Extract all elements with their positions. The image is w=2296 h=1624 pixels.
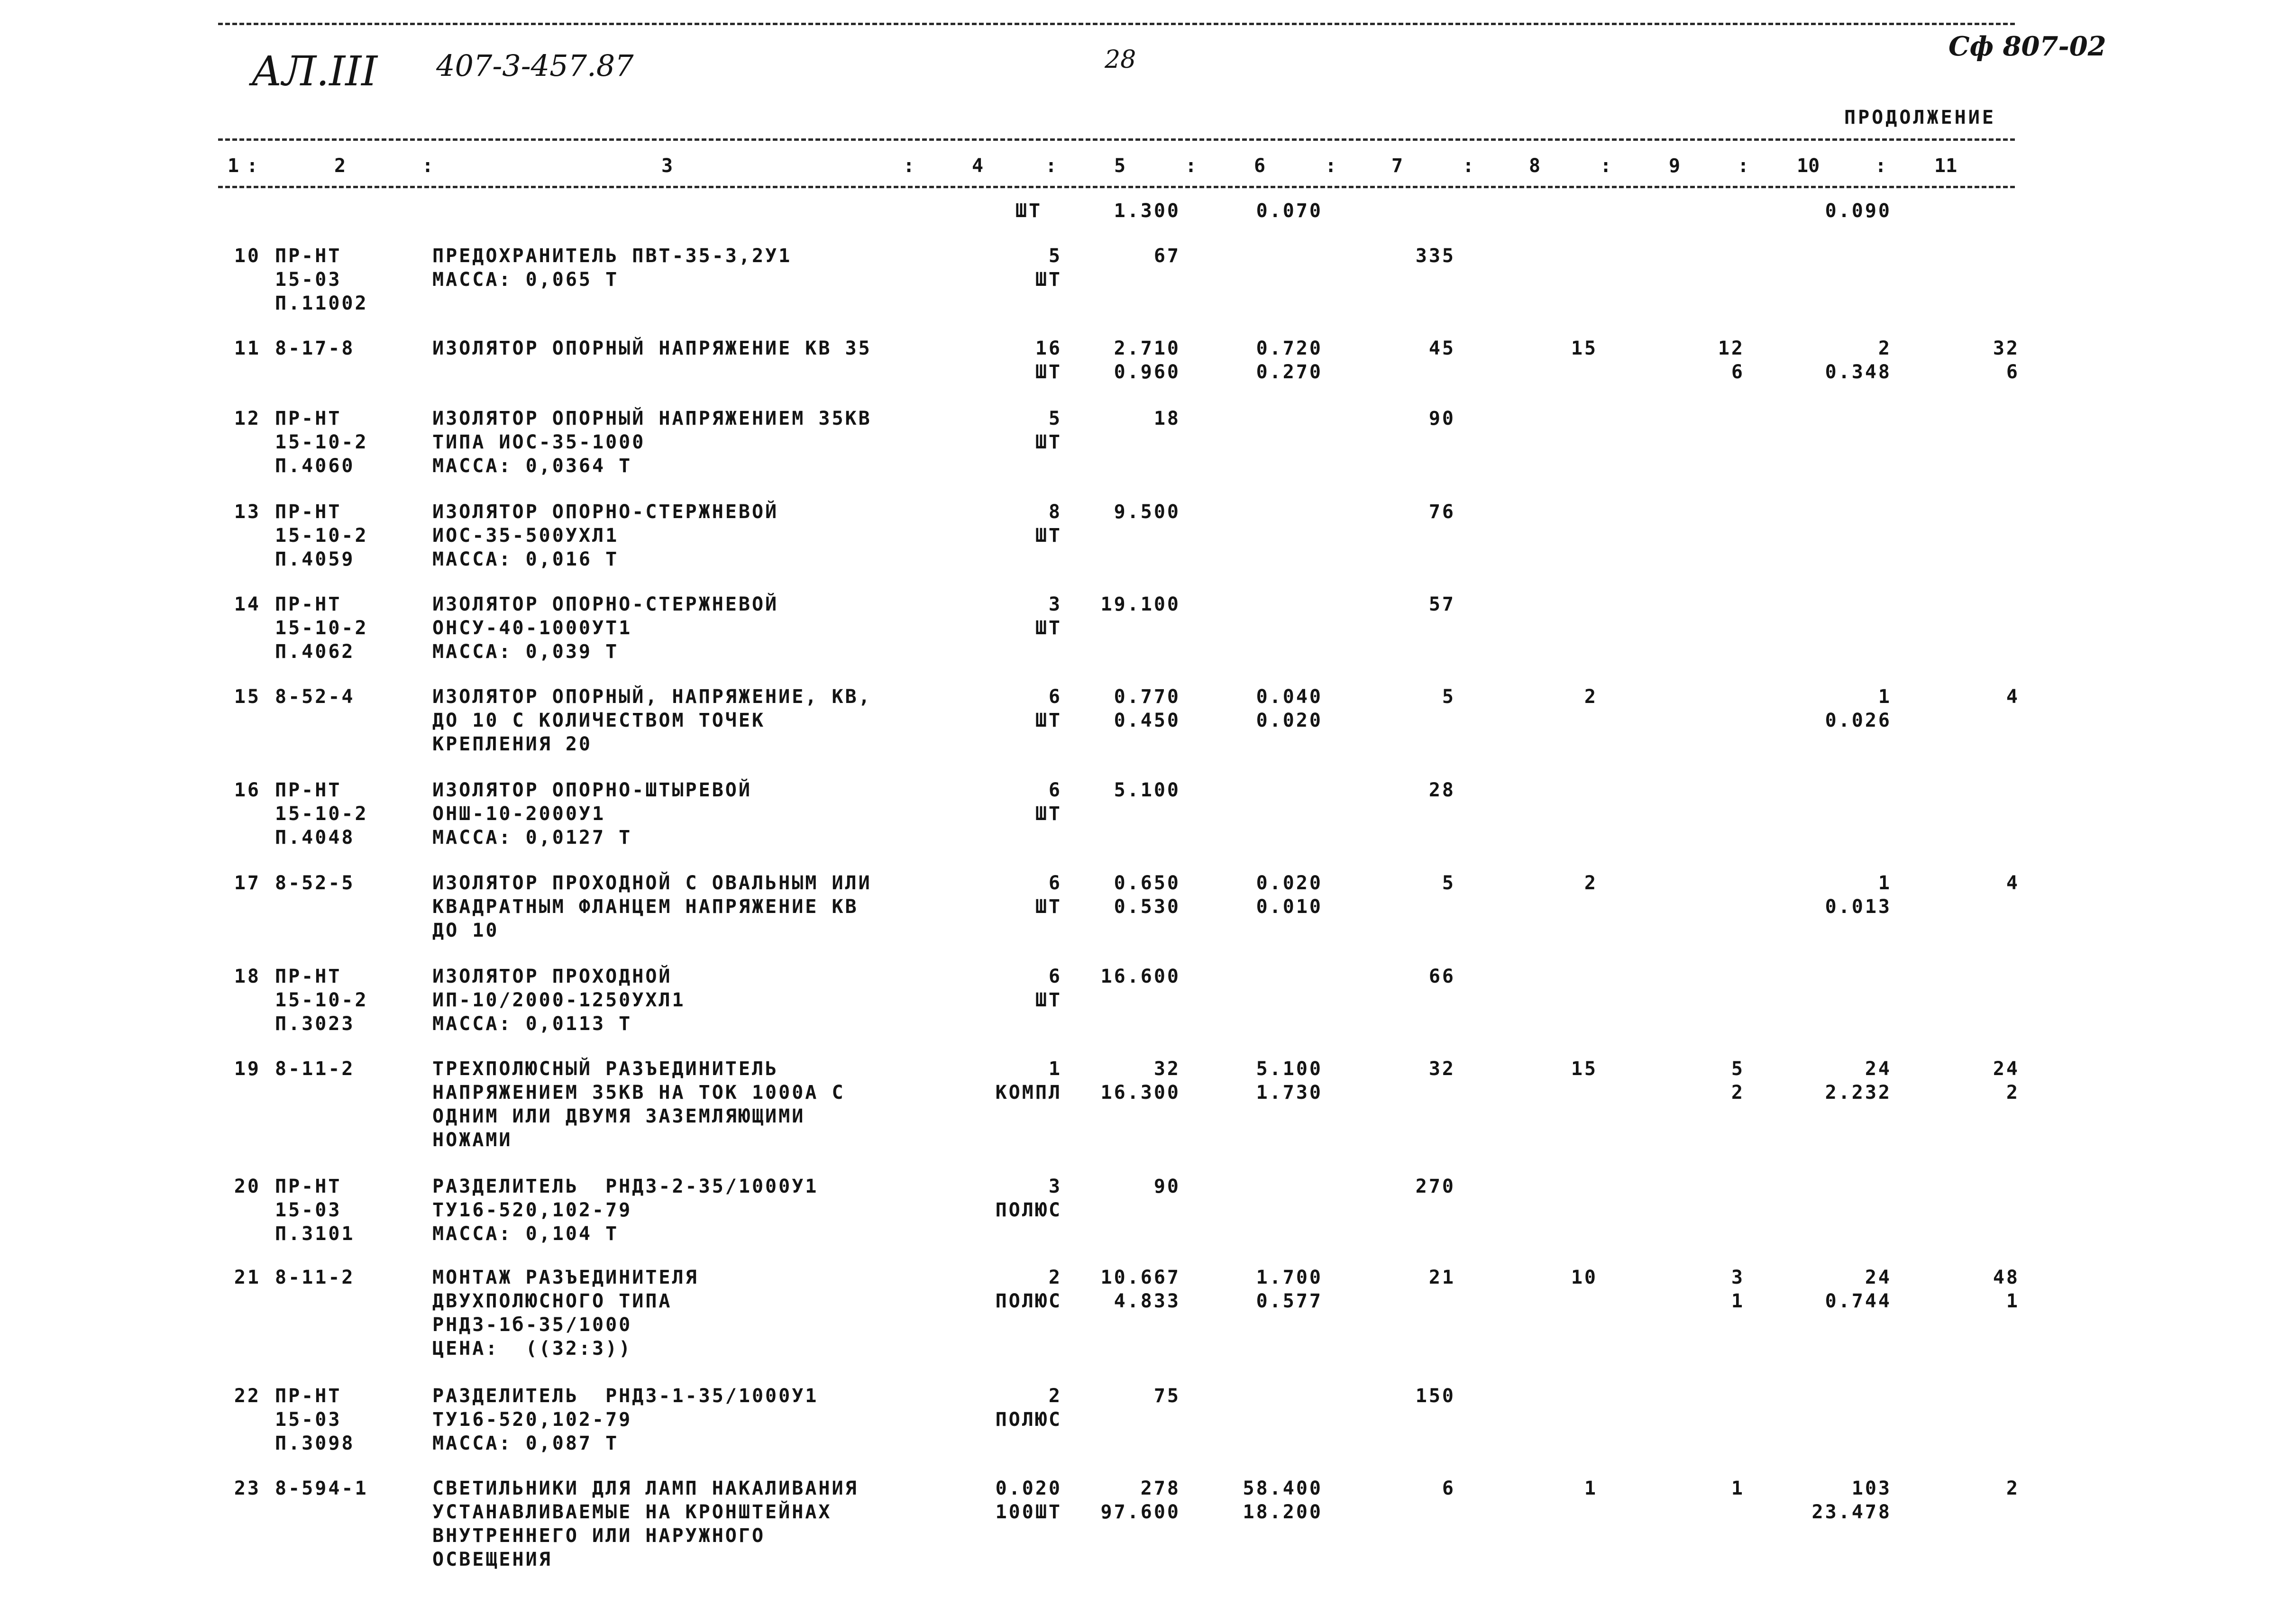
rate-code: ПР-НТ 15-03 П.3101 — [275, 1176, 355, 1245]
col-num-5: 5 — [1114, 155, 1126, 177]
quantity-unit: 6 ШТ — [1035, 686, 1062, 731]
item-description: МОНТАЖ РАЗЪЕДИНИТЕЛЯ ДВУХПОЛЮСНОГО ТИПА РНДЗ-1б-35/1000 ЦЕНА: ((32:3)) — [432, 1267, 699, 1359]
col-num-2: 2 — [334, 155, 346, 177]
col-5-value: 278 97.600 — [1100, 1478, 1180, 1523]
col-8-value: 10 — [1571, 1267, 1598, 1288]
col-5-value: 75 — [1153, 1385, 1180, 1407]
col-9-value: 1 — [1731, 1478, 1745, 1499]
col-11-value: 2 — [2006, 1478, 2020, 1499]
item-description: ИЗОЛЯТОР ОПОРНО-СТЕРЖНЕВОЙ ОНСУ-40-1000УТ1 МАССА: 0,039 Т — [432, 593, 779, 663]
row-number: 15 — [234, 686, 261, 708]
top-dashed-rule — [218, 23, 2015, 25]
row-number: 14 — [234, 593, 261, 615]
quantity-unit: 3 ПОЛЮС — [995, 1176, 1062, 1221]
item-description: ИЗОЛЯТОР ОПОРНЫЙ НАПРЯЖЕНИЕ КВ 35 — [432, 338, 872, 359]
quantity-unit: 2 ПОЛЮС — [995, 1267, 1062, 1312]
col-10-value: 2 0.348 — [1825, 338, 1892, 383]
row-number: 13 — [234, 501, 261, 523]
col-5-value: 0.770 0.450 — [1114, 686, 1180, 731]
col-num-1: 1 — [228, 155, 239, 177]
rate-code: 8-17-8 — [275, 338, 355, 359]
item-description: РАЗДЕЛИТЕЛЬ РНДЗ-1-35/1000У1 ТУ16-520,102-79 МАССА: 0,087 Т — [432, 1385, 819, 1454]
col-5-value: 1.300 — [1114, 200, 1180, 222]
col-10-value: 1 0.013 — [1825, 872, 1892, 918]
row-number: 17 — [234, 872, 261, 894]
rate-code: ПР-НТ 15-10-2 П.3023 — [275, 966, 368, 1035]
quantity-unit: 5 ШТ — [1035, 408, 1062, 453]
col-11-value: 24 2 — [1993, 1058, 2020, 1104]
col-7-value: 150 — [1415, 1385, 1455, 1407]
sheet-code: Сф 807-02 — [1948, 31, 2106, 62]
rate-code: 8-52-5 — [275, 872, 355, 894]
rate-code: 8-594-1 — [275, 1478, 368, 1499]
col-7-value: 270 — [1415, 1176, 1455, 1197]
col-7-value: 57 — [1428, 593, 1455, 615]
item-description: РАЗДЕЛИТЕЛЬ РНДЗ-2-35/1000У1 ТУ16-520,102-79 МАССА: 0,104 Т — [432, 1176, 819, 1245]
col-10-value: 1 0.026 — [1825, 686, 1892, 731]
rate-code: 8-11-2 — [275, 1058, 355, 1080]
row-number: 22 — [234, 1385, 261, 1407]
col-sep: : — [1045, 155, 1057, 177]
col-7-value: 45 — [1428, 338, 1455, 359]
col-6-value: 58.400 18.200 — [1243, 1478, 1323, 1523]
item-description: ИЗОЛЯТОР ОПОРНО-ШТЫРЕВОЙ ОНШ-10-2000У1 МАССА: 0,0127 Т — [432, 779, 752, 848]
col-num-8: 8 — [1529, 155, 1541, 177]
row-number: 12 — [234, 408, 261, 429]
item-description: ИЗОЛЯТОР ОПОРНО-СТЕРЖНЕВОЙ ИОС-35-500УХЛ1 МАССА: 0,016 Т — [432, 501, 779, 570]
quantity-unit: 1 КОМПЛ — [995, 1058, 1062, 1104]
col-11-value: 4 — [2006, 686, 2020, 708]
quantity-unit: 6 ШТ — [1035, 872, 1062, 918]
col-8-value: 15 — [1571, 1058, 1598, 1080]
header-rule-top — [218, 138, 2015, 141]
item-description: ПРЕДОХРАНИТЕЛЬ ПВТ-35-3,2У1 МАССА: 0,065 Т — [432, 245, 792, 291]
col-11-value: 4 — [2006, 872, 2020, 894]
col-7-value: 28 — [1428, 779, 1455, 801]
col-5-value: 9.500 — [1114, 501, 1180, 523]
col-10-value: 24 2.232 — [1825, 1058, 1892, 1104]
col-num-11: 11 — [1934, 155, 1958, 177]
col-6-value: 0.040 0.020 — [1256, 686, 1323, 731]
item-description: ИЗОЛЯТОР ПРОХОДНОЙ С ОВАЛЬНЫМ ИЛИ КВАДРАТНЫМ ФЛАНЦЕМ НАПРЯЖЕНИЕ КВ ДО 10 — [432, 872, 872, 941]
rate-code: ПР-НТ 15-03 П.11002 — [275, 245, 368, 314]
col-5-value: 2.710 0.960 — [1114, 338, 1180, 383]
page-number: 28 — [1105, 46, 1136, 74]
col-6-value: 0.720 0.270 — [1256, 338, 1323, 383]
row-number: 20 — [234, 1176, 261, 1197]
row-number: 23 — [234, 1478, 261, 1499]
row-number: 16 — [234, 779, 261, 801]
col-sep: : — [1600, 155, 1612, 177]
item-description: ИЗОЛЯТОР ПРОХОДНОЙ ИП-10/2000-1250УХЛ1 МАССА: 0,0113 Т — [432, 966, 686, 1035]
col-6-value: 0.020 0.010 — [1256, 872, 1323, 918]
rate-code: 8-11-2 — [275, 1267, 355, 1288]
row-number: 10 — [234, 245, 261, 267]
col-num-7: 7 — [1391, 155, 1403, 177]
item-description: ИЗОЛЯТОР ОПОРНЫЙ, НАПРЯЖЕНИЕ, КВ, ДО 10 С КОЛИЧЕСТВОМ ТОЧЕК КРЕПЛЕНИЯ 20 — [432, 686, 872, 755]
col-8-value: 2 — [1584, 872, 1598, 894]
quantity-unit: 6 ШТ — [1035, 779, 1062, 825]
row-number: 18 — [234, 966, 261, 987]
quantity-unit: 0.020 100ШТ — [995, 1478, 1062, 1523]
quantity-unit: 2 ПОЛЮС — [995, 1385, 1062, 1431]
rate-code: 8-52-4 — [275, 686, 355, 708]
doc-code: 407-3-457.87 — [436, 48, 634, 83]
col-6-value: 5.100 1.730 — [1256, 1058, 1323, 1104]
row-number: 21 — [234, 1267, 261, 1288]
quantity-unit: 5 ШТ — [1035, 245, 1062, 291]
col-9-value: 3 1 — [1731, 1267, 1745, 1312]
rate-code: ПР-НТ 15-10-2 П.4062 — [275, 593, 368, 663]
col-sep: : — [1875, 155, 1887, 177]
continuation-label: ПРОДОЛЖЕНИЕ — [1844, 107, 1996, 128]
row-number: 19 — [234, 1058, 261, 1080]
col-8-value: 15 — [1571, 338, 1598, 359]
col-sep: : — [247, 155, 258, 177]
rate-code: ПР-НТ 15-10-2 П.4060 — [275, 408, 368, 477]
quantity-unit: 16 ШТ — [1035, 338, 1062, 383]
col-7-value: 5 — [1442, 872, 1455, 894]
col-num-10: 10 — [1797, 155, 1820, 177]
col-5-value: 18 — [1153, 408, 1180, 429]
col-num-4: 4 — [972, 155, 984, 177]
col-sep: : — [1463, 155, 1474, 177]
col-5-value: 16.600 — [1100, 966, 1180, 987]
quantity-unit: 8 ШТ — [1035, 501, 1062, 547]
col-5-value: 10.667 4.833 — [1100, 1267, 1180, 1312]
unit: ШТ — [1015, 200, 1043, 222]
col-9-value: 5 2 — [1731, 1058, 1745, 1104]
col-7-value: 66 — [1428, 966, 1455, 987]
col-7-value: 90 — [1428, 408, 1455, 429]
col-5-value: 0.650 0.530 — [1114, 872, 1180, 918]
col-11-value: 32 6 — [1993, 338, 2020, 383]
col-7-value: 21 — [1428, 1267, 1455, 1288]
item-description: СВЕТИЛЬНИКИ ДЛЯ ЛАМП НАКАЛИВАНИЯ УСТАНАВЛИВАЕМЫЕ НА КРОНШТЕЙНАХ ВНУТРЕННЕГО ИЛИ НАРУЖНОГО ОСВЕЩЕНИЯ — [432, 1478, 859, 1570]
col-sep: : — [1325, 155, 1337, 177]
col-7-value: 335 — [1415, 245, 1455, 267]
col-sep: : — [1185, 155, 1197, 177]
col-10-value: 103 23.478 — [1811, 1478, 1892, 1523]
col-6-value: 1.700 0.577 — [1256, 1267, 1323, 1312]
album-mark: АЛ.III — [251, 48, 378, 95]
col-5-value: 90 — [1153, 1176, 1180, 1197]
quantity-unit: 3 ШТ — [1035, 593, 1062, 639]
col-11-value: 48 1 — [1993, 1267, 2020, 1312]
col-8-value: 2 — [1584, 686, 1598, 708]
col-5-value: 67 — [1153, 245, 1180, 267]
rate-code: ПР-НТ 15-10-2 П.4048 — [275, 779, 368, 848]
item-description: ТРЕХПОЛЮСНЫЙ РАЗЪЕДИНИТЕЛЬ НАПРЯЖЕНИЕМ 35КВ НА ТОК 1000А С ОДНИМ ИЛИ ДВУМЯ ЗАЗЕМЛЯЮЩИМИ НОЖАМИ — [432, 1058, 845, 1151]
header-rule-bottom — [218, 186, 2015, 188]
col-num-9: 9 — [1669, 155, 1681, 177]
rate-code: ПР-НТ 15-03 П.3098 — [275, 1385, 355, 1454]
col-num-6: 6 — [1254, 155, 1266, 177]
rate-code: ПР-НТ 15-10-2 П.4059 — [275, 501, 368, 570]
col-sep: : — [1738, 155, 1749, 177]
col-7-value: 32 — [1428, 1058, 1455, 1080]
col-7-value: 6 — [1442, 1478, 1455, 1499]
col-sep: : — [903, 155, 915, 177]
col-9-value: 12 6 — [1718, 338, 1745, 383]
item-description: ИЗОЛЯТОР ОПОРНЫЙ НАПРЯЖЕНИЕМ 35КВ ТИПА ИОС-35-1000 МАССА: 0,0364 Т — [432, 408, 872, 477]
col-num-3: 3 — [661, 155, 673, 177]
col-7-value: 76 — [1428, 501, 1455, 523]
col-10-value: 24 0.744 — [1825, 1267, 1892, 1312]
row-number: 11 — [234, 338, 261, 359]
col-7-value: 5 — [1442, 686, 1455, 708]
col-5-value: 5.100 — [1114, 779, 1180, 801]
col-5-value: 32 16.300 — [1100, 1058, 1180, 1104]
col-6-value: 0.070 — [1256, 200, 1323, 222]
col-8-value: 1 — [1584, 1478, 1598, 1499]
col-sep: : — [422, 155, 434, 177]
col-5-value: 19.100 — [1100, 593, 1180, 615]
col-10-value: 0.090 — [1825, 200, 1892, 222]
quantity-unit: 6 ШТ — [1035, 966, 1062, 1011]
